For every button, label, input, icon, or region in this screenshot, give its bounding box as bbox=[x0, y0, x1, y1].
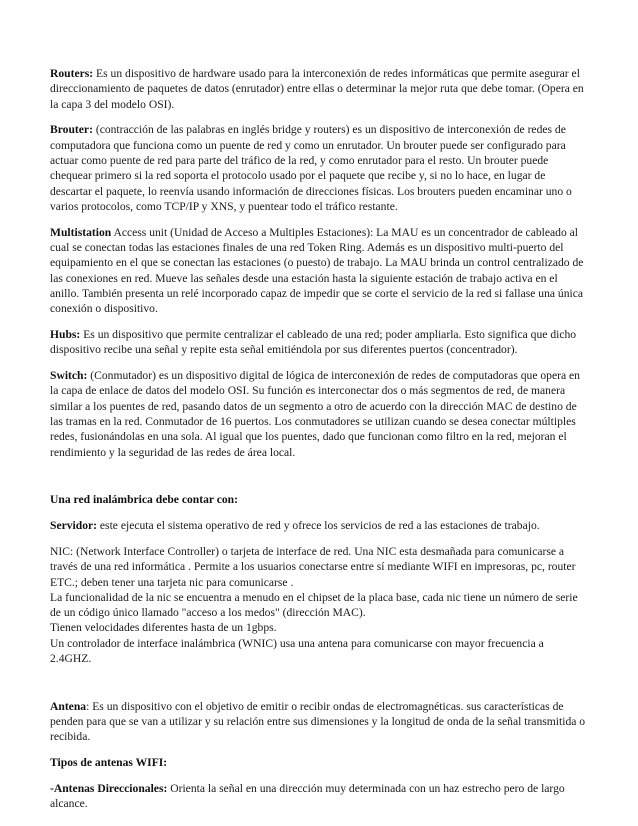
text-antena: : Es un dispositivo con el objetivo de emitir o recibir ondas de electromagnéticas. sus características de penden para que se van a utilizar y su relación entre sus dimensiones y la longitud de onda de la señal transmitida o recibida. bbox=[50, 699, 586, 744]
paragraph-nic bbox=[50, 544, 586, 666]
section-heading bbox=[50, 492, 586, 507]
spacer bbox=[50, 677, 586, 699]
paragraph-servidor bbox=[50, 518, 586, 533]
text-multistation: Access unit (Unidad de Acceso a Multiples Estaciones): La MAU es un concentrador de cableado al cual se conectan todas las estaciones finales de una red Token Ring. Además es un dispositivo multi-puerto del equipamiento en el que se conectan las estaciones (o puesto) de trabajo. La MAU brinda un control centralizado de las conexiones en red. Mueve las señales desde una estación hasta la siguiente estación de trabajo activa en el anillo. También presenta un relé incorporado capaz de impedir que se corte el servicio de la red si fallase una única conexión o dispositivo. bbox=[50, 225, 584, 316]
text-hubs: Es un dispositivo que permite centralizar el cableado de una red; poder ampliarla. Esto significa que dicho dispositivo recibe una señal y repite esta señal emitiéndola por sus diferentes puertos (concentrador). bbox=[50, 327, 577, 357]
paragraph-switch bbox=[50, 368, 586, 460]
text-routers: Es un dispositivo de hardware usado para la interconexión de redes informáticas que permite asegurar el direccionamiento de paquetes de datos (enrutador) entre ellas o determinar la mejor ruta que debe tomar. (Opera en la capa 3 del modelo OSI). bbox=[50, 67, 584, 111]
term-brouter: Brouter: bbox=[50, 123, 93, 137]
term-multistation: Multistation bbox=[50, 225, 112, 239]
text-servidor: este ejecuta el sistema operativo de red y ofrece los servicios de red a las estaciones de trabajo. bbox=[97, 519, 540, 533]
term-hubs: Hubs: bbox=[50, 327, 81, 341]
text-direccionales: Orienta la señal en una dirección muy determinada con un haz estrecho pero de largo alcance. bbox=[50, 781, 565, 811]
spacer bbox=[50, 470, 586, 492]
term-direccionales: -Antenas Direccionales: bbox=[50, 781, 168, 795]
term-routers: Routers: bbox=[50, 67, 94, 80]
section-heading-text: Una red inalámbrica debe contar con: bbox=[50, 493, 238, 507]
antenas-heading bbox=[50, 755, 586, 770]
text-switch: (Conmutador) es un dispositivo digital de lógica de interconexión de redes de computadoras que opera en la capa de enlace de datos del modelo OSI. Su función es interconectar dos o más segmentos de red, de manera similar a los puentes de red, pasando datos de un segmento a otro de acuerdo con la dirección MAC de destino de las tramas en la red. Conmutador de 16 puertos. Los conmutadores se utilizan cuando se desea conectar múltiples redes, fusionándolas en una sola. Al igual que los puentes, dado que funcionan como filtro en la red, mejoran el rendimiento y la seguridad de las redes de área local. bbox=[50, 369, 580, 459]
term-switch: Switch: bbox=[50, 369, 88, 383]
nic-line: NIC: (Network Interface Controller) o tarjeta de interface de red. Una NIC esta desmañada para comunicarse a través de una red informática . Permite a los usuarios conectarse entre sí mediante WIFI en impresoras, pc, router ETC.; deben tener una tarjeta nic para comunicarse . bbox=[50, 544, 576, 589]
paragraph-multistation bbox=[50, 225, 586, 317]
paragraph-direccionales bbox=[50, 781, 586, 812]
paragraph-antena bbox=[50, 699, 586, 745]
term-servidor: Servidor: bbox=[50, 519, 98, 533]
document-page bbox=[50, 66, 586, 822]
nic-line: Un controlador de interface inalámbrica (WNIC) usa una antena para comunicarse con mayor frecuencia a 2.4GHZ. bbox=[50, 636, 544, 665]
paragraph-brouter bbox=[50, 122, 586, 214]
term-antena: Antena bbox=[50, 699, 87, 713]
nic-line: Tienen velocidades diferentes hasta de un 1gbps. bbox=[50, 621, 277, 635]
paragraph-hubs bbox=[50, 327, 586, 358]
nic-line: La funcionalidad de la nic se encuentra a menudo en el chipset de la placa base, cada nic tiene un número de serie de un código único llamado "acceso a los medos" (dirección MAC). bbox=[50, 590, 578, 620]
antenas-heading-text: Tipos de antenas WIFI: bbox=[50, 756, 168, 770]
text-brouter: (contracción de las palabras en inglés bridge y routers) es un dispositivo de interconexión de redes de computadora que funciona como un puente de red y como un enrutador. Un brouter puede ser configurado para actuar como puente de red para parte del tráfico de la red, y como enrutador para el resto. Un brouter puede chequear primero si la red soporta el protocolo usado por el paquete que recibe y, si no lo hace, en lugar de descartar el paquete, lo reenvía usando información de direcciones físicas. Los brouters pueden encaminar uno o varios protocolos, como TCP/IP y XNS, y puentear todo el tráfico restante. bbox=[50, 123, 572, 213]
paragraph-routers bbox=[50, 66, 586, 112]
